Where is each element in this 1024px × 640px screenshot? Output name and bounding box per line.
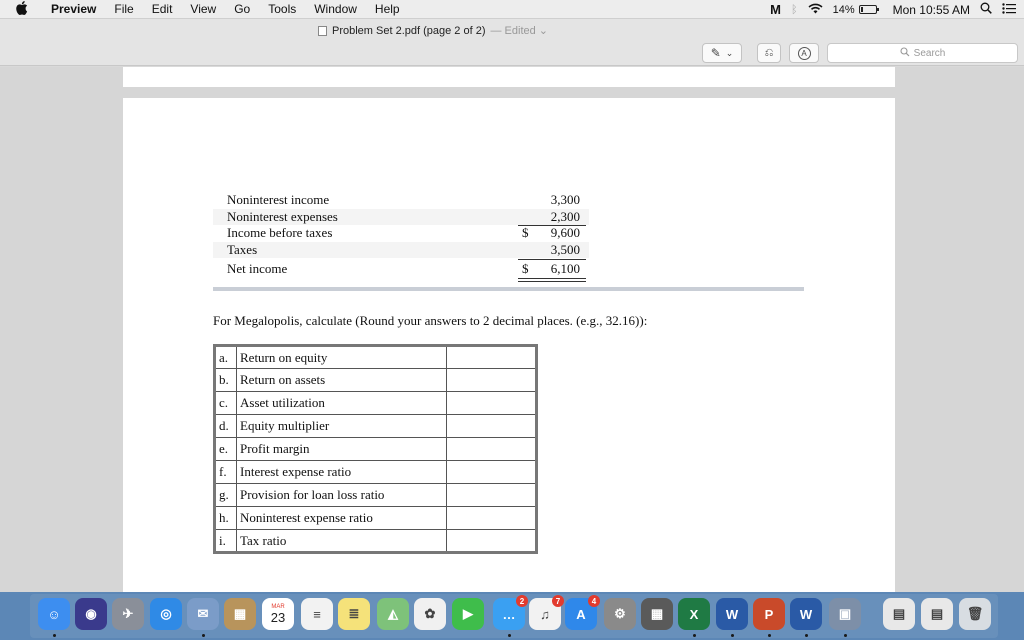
preview-icon[interactable]	[829, 598, 861, 630]
malwarebytes-icon[interactable]: M	[770, 2, 781, 17]
mail-icon[interactable]	[187, 598, 219, 630]
ratio-name: Interest expense ratio	[237, 461, 447, 484]
dock-glyph: ▣	[838, 606, 852, 621]
table-row	[215, 415, 537, 438]
spotlight-icon[interactable]	[980, 2, 992, 17]
running-indicator	[731, 634, 734, 637]
menu-go[interactable]: Go	[234, 2, 251, 16]
dock-glyph: ▦	[233, 606, 247, 621]
appstore-icon[interactable]	[565, 598, 597, 630]
markup-icon: A	[798, 47, 811, 60]
menu-tools[interactable]: Tools	[268, 2, 297, 16]
ratio-name: Profit margin	[237, 438, 447, 461]
dock-glyph: 🗑	[966, 606, 984, 621]
running-indicator	[693, 634, 696, 637]
calculator-icon[interactable]	[641, 598, 673, 630]
pdf-file-icon	[318, 26, 327, 36]
dock-glyph: ⚙	[614, 606, 626, 621]
income-label: Net income	[227, 261, 288, 276]
trash-icon[interactable]	[959, 598, 991, 630]
ratio-letter: b.	[215, 369, 237, 392]
income-value: 6,100	[550, 261, 580, 276]
ratio-letter: f.	[215, 461, 237, 484]
answer-cell[interactable]	[447, 369, 537, 392]
running-indicator	[844, 634, 847, 637]
ratio-letter: i.	[215, 530, 237, 553]
answer-cell[interactable]	[447, 461, 537, 484]
ratio-name: Equity multiplier	[237, 415, 447, 438]
menu-bar	[0, 0, 1024, 19]
menu-window[interactable]: Window	[314, 2, 357, 16]
markup-pen-button[interactable]	[702, 43, 742, 63]
income-label: Taxes	[227, 241, 258, 257]
calendar-month: MAR	[271, 603, 285, 610]
dock-glyph: P	[764, 606, 774, 622]
notification-badge: 7	[552, 595, 564, 607]
dock-glyph: ◭	[388, 606, 398, 621]
table-row	[215, 346, 537, 369]
dock-glyph: ▦	[650, 606, 664, 621]
dock-glyph: ◉	[85, 606, 97, 621]
dock-glyph: A	[576, 606, 586, 622]
table-row	[215, 461, 537, 484]
menu-file[interactable]: File	[114, 2, 134, 16]
downloads-icon[interactable]	[921, 598, 953, 630]
clock[interactable]: Mon 10:55 AM	[892, 2, 970, 17]
bluetooth-icon[interactable]: ᛒ	[790, 3, 798, 16]
income-row	[213, 192, 589, 209]
edited-indicator[interactable]: — Edited ⌄	[490, 25, 549, 37]
facetime-icon[interactable]	[452, 598, 484, 630]
battery-status[interactable]	[833, 4, 877, 16]
running-indicator	[508, 634, 511, 637]
search-field[interactable]	[827, 43, 1018, 63]
notification-badge: 2	[516, 595, 528, 607]
dock-glyph: ▤	[930, 606, 944, 621]
finder-icon[interactable]	[38, 598, 70, 630]
rotate-button[interactable]	[757, 43, 781, 63]
document-pane[interactable]	[0, 67, 1024, 592]
dock-glyph: ≣	[348, 606, 360, 621]
answer-cell[interactable]	[447, 415, 537, 438]
wifi-icon[interactable]	[808, 3, 823, 17]
section-divider	[213, 287, 804, 291]
income-value: 3,300	[550, 192, 580, 207]
notification-center-icon[interactable]	[1002, 3, 1016, 17]
ratio-name: Asset utilization	[237, 392, 447, 415]
photos-icon[interactable]	[414, 598, 446, 630]
pdf-page	[123, 98, 895, 592]
messages-icon[interactable]	[493, 598, 525, 630]
previous-page	[123, 67, 895, 87]
excel-icon[interactable]	[678, 598, 710, 630]
system-preferences-icon[interactable]	[604, 598, 636, 630]
income-value: 3,500	[550, 241, 580, 257]
answer-cell[interactable]	[447, 346, 537, 369]
running-indicator	[805, 634, 808, 637]
ratio-letter: d.	[215, 415, 237, 438]
answer-cell[interactable]	[447, 530, 537, 553]
battery-level	[861, 7, 863, 12]
markup-toolbar-button[interactable]	[789, 43, 819, 63]
rotate-icon: ⎌	[764, 46, 774, 59]
document-title-text: Problem Set 2.pdf (page 2 of 2)	[332, 24, 486, 37]
dock-glyph: ▤	[892, 606, 906, 621]
battery-icon	[859, 5, 877, 14]
ratio-name: Noninterest expense ratio	[237, 507, 447, 530]
table-row	[215, 484, 537, 507]
income-row	[213, 209, 589, 226]
word-icon[interactable]	[716, 598, 748, 630]
search-placeholder: Search	[913, 47, 946, 59]
calendar-icon[interactable]	[262, 598, 294, 630]
currency-symbol: $	[522, 261, 529, 276]
notification-badge: 4	[588, 595, 600, 607]
music-icon[interactable]	[529, 598, 561, 630]
notes-icon[interactable]	[338, 598, 370, 630]
dock	[0, 592, 1024, 640]
word-doc-icon[interactable]	[790, 598, 822, 630]
ratio-name: Tax ratio	[237, 530, 447, 553]
dock-glyph: X	[689, 606, 699, 622]
safari-icon[interactable]	[150, 598, 182, 630]
powerpoint-icon[interactable]	[753, 598, 785, 630]
income-statement	[213, 192, 589, 280]
ratio-name: Return on equity	[237, 346, 447, 369]
reminders-icon[interactable]	[301, 598, 333, 630]
table-row	[215, 530, 537, 553]
menu-edit[interactable]: Edit	[151, 2, 173, 16]
dock-glyph: ▶	[463, 606, 473, 621]
ratio-letter: h.	[215, 507, 237, 530]
search-icon	[900, 47, 910, 60]
table-row	[215, 507, 537, 530]
running-indicator	[53, 634, 56, 637]
apple-menu-icon[interactable]	[16, 1, 30, 18]
income-value: 2,300	[550, 208, 580, 224]
siri-icon[interactable]	[75, 598, 107, 630]
dock-glyph: ✈	[122, 606, 134, 621]
pen-icon: ✎	[710, 46, 721, 60]
answer-cell[interactable]	[447, 507, 537, 530]
table-row	[215, 392, 537, 415]
calendar-day: 23	[270, 609, 286, 625]
menu-view[interactable]: View	[190, 2, 217, 16]
dock-glyph: ✿	[424, 606, 436, 621]
dock-glyph: ◎	[160, 606, 172, 621]
ratio-name: Provision for loan loss ratio	[237, 484, 447, 507]
income-value: 9,600	[550, 225, 580, 240]
income-label: Income before taxes	[227, 225, 333, 240]
dock-glyph: ✉	[197, 606, 209, 621]
dock-glyph: …	[502, 606, 516, 622]
income-row	[213, 258, 589, 280]
ratio-letter: e.	[215, 438, 237, 461]
table-row	[215, 369, 537, 392]
ratio-name: Return on assets	[237, 369, 447, 392]
answer-cell[interactable]	[447, 392, 537, 415]
dock-glyph: ♫	[540, 606, 550, 622]
excel-file-icon[interactable]	[883, 598, 915, 630]
ratio-letter: c.	[215, 392, 237, 415]
currency-symbol: $	[522, 225, 529, 240]
ratio-letter: g.	[215, 484, 237, 507]
dock-glyph: ≡	[313, 606, 321, 622]
total-double-rule	[518, 278, 586, 282]
battery-percent: 14%	[832, 3, 855, 16]
running-indicator	[202, 634, 205, 637]
running-indicator	[768, 634, 771, 637]
income-label: Noninterest expenses	[227, 208, 338, 224]
dock-glyph: W	[725, 606, 739, 622]
launchpad-icon[interactable]	[112, 598, 144, 630]
menu-preview[interactable]: Preview	[51, 2, 97, 16]
income-row	[213, 242, 589, 259]
income-row	[213, 225, 589, 242]
answer-cell[interactable]	[447, 438, 537, 461]
ratio-table	[213, 344, 538, 554]
chevron-down-icon: ⌄	[725, 47, 734, 58]
dock-glyph: W	[799, 606, 813, 622]
menu-help[interactable]: Help	[374, 2, 400, 16]
window-toolbar	[0, 19, 1024, 66]
chevron-down-icon: ⌄	[538, 25, 549, 37]
maps-icon[interactable]	[377, 598, 409, 630]
dock-glyph: ☺	[47, 606, 61, 622]
ratio-letter: a.	[215, 346, 237, 369]
document-title[interactable]	[318, 24, 548, 37]
instruction-text: For Megalopolis, calculate (Round your answers to 2 decimal places. (e.g., 32.16)):	[213, 313, 648, 328]
answer-cell[interactable]	[447, 484, 537, 507]
table-row	[215, 438, 537, 461]
income-label: Noninterest income	[227, 192, 330, 207]
contacts-icon[interactable]	[224, 598, 256, 630]
